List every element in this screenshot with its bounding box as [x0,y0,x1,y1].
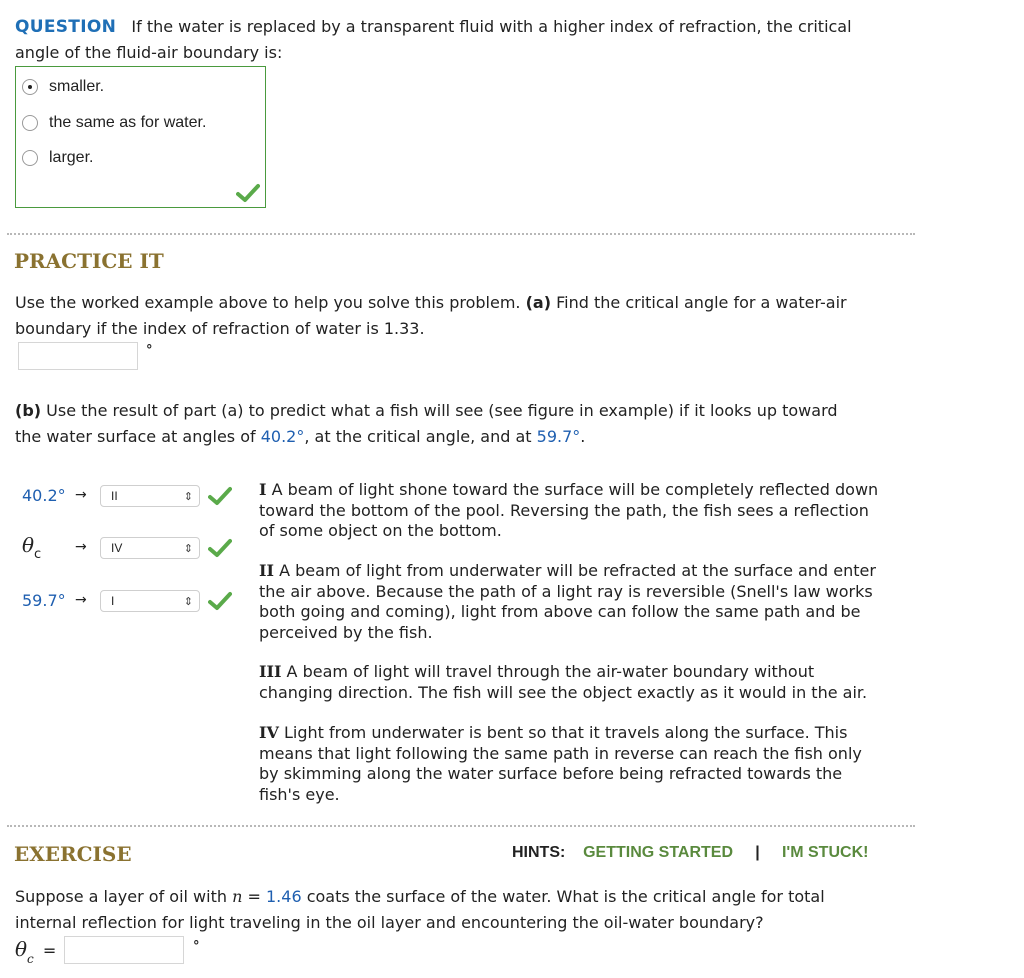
row3-selected-value: I [111,594,115,608]
description-III [259,662,909,703]
part-a-line1-post: Find the critical angle for a water-air [556,293,847,312]
choice-smaller[interactable] [22,74,104,100]
exercise-title: EXERCISE [14,842,132,866]
part-a-text [15,290,1005,342]
answer-label [15,937,57,966]
hints-bar [512,844,868,862]
n-equals: = [247,887,261,906]
part-a-unit: ° [146,343,153,358]
exercise-text [15,884,1005,936]
question-label: QUESTION [15,17,117,37]
description-num: IV [259,723,279,742]
description-line: A beam of light shone toward the surface will be completely reflected down [271,480,879,499]
answer-equals: = [42,941,57,960]
description-line: the air above. Because the path of a light ray is reversible (Snell's law works [259,581,873,601]
description-line: by skimming along the water surface before being refracted towards the [259,764,843,783]
description-line: fish's eye. [259,784,340,804]
description-line: perceived by the fish. [259,622,433,642]
radio-icon[interactable] [22,150,38,166]
correct-check-icon [208,591,232,611]
radio-icon[interactable] [22,115,38,131]
select-chevron-icon: ⇕ [183,490,193,503]
hint-im-stuck-link[interactable]: I'M STUCK! [781,844,869,861]
choice-larger[interactable] [22,145,93,171]
question-line2: angle of the fluid-air boundary is: [15,43,283,62]
part-b-angle1: 40.2° [260,427,305,446]
row3-arrow-icon: → [75,592,87,608]
description-line: Light from underwater is bent so that it travels along the surface. This [284,723,848,742]
part-b-line2-end: . [580,427,586,446]
part-b-text [15,398,1005,450]
part-b-tag: (b) [15,401,42,420]
description-num: I [259,480,267,499]
answer-theta-subscript: c [27,952,34,966]
exercise-line1-pre: Suppose a layer of oil with [15,887,227,906]
select-chevron-icon: ⇕ [183,595,193,608]
row1-label: 40.2° [22,486,66,505]
theta-symbol: θ [22,533,35,557]
description-line: of some object on the bottom. [259,521,502,540]
description-line: changing direction. The fish will see the object exactly as it would in the air. [259,682,868,702]
question-text [15,14,1005,66]
divider [7,825,915,827]
divider [7,233,915,235]
row3-label: 59.7° [22,591,66,610]
correct-check-icon [208,486,232,506]
hint-getting-started-link[interactable]: GETTING STARTED [583,844,734,861]
n-value: 1.46 [266,887,302,906]
part-b-line2-pre: the water surface at angles of [15,427,256,446]
description-line: means that light following the same path in reverse can reach the fish only [259,743,862,763]
exercise-line1-post: coats the surface of the water. What is the critical angle for total [306,887,825,906]
hint-separator: | [755,844,760,861]
practice-title: PRACTICE IT [14,249,164,273]
part-a-line1-pre: Use the worked example above to help you solve this problem. [15,293,521,312]
part-a-line2: boundary if the index of refraction of water is 1.33. [15,319,425,338]
description-line: A beam of light from underwater will be refracted at the surface and enter [279,561,876,580]
description-line: toward the bottom of the pool. Reversing the path, the fish sees a reflection [259,500,869,520]
description-num: III [259,662,282,681]
row2-arrow-icon: → [75,539,87,555]
row3-select[interactable] [100,590,200,612]
select-chevron-icon: ⇕ [183,542,193,555]
exercise-unit: ° [193,939,200,954]
part-b-line1: Use the result of part (a) to predict what a fish will see (see figure in example) if it looks up toward [46,401,838,420]
exercise-line2: internal reflection for light traveling in the oil layer and encountering the oil-water boundary? [15,913,764,932]
choice-label: the same as for water. [49,114,207,131]
row2-label [22,533,42,562]
description-line: A beam of light will travel through the air-water boundary without [286,662,815,681]
description-IV [259,723,909,805]
radio-selected-icon[interactable] [22,79,38,95]
n-symbol: n [232,887,243,906]
part-a-answer-input[interactable] [18,342,138,370]
part-b-line2-mid: , at the critical angle, and at [304,427,532,446]
description-line: both going and coming), light from above can follow the same path and be [259,602,861,621]
description-I [259,480,909,542]
description-II [259,561,909,643]
part-a-tag: (a) [525,293,552,312]
choice-same[interactable] [22,110,206,136]
theta-subscript: c [34,547,42,562]
row1-selected-value: II [111,489,118,503]
part-b-angle2: 59.7° [536,427,581,446]
correct-check-icon [208,538,232,558]
row2-select[interactable] [100,537,200,559]
row2-selected-value: IV [111,541,123,555]
description-num: II [259,561,274,580]
question-line1: If the water is replaced by a transparent fluid with a higher index of refraction, the critical [131,17,852,36]
choice-label: larger. [49,149,94,166]
answer-theta-symbol: θ [15,937,28,961]
row1-arrow-icon: → [75,487,87,503]
correct-check-icon [236,183,260,203]
row1-select[interactable] [100,485,200,507]
hints-label: HINTS: [512,844,566,861]
choice-label: smaller. [49,78,105,95]
exercise-answer-input[interactable] [64,936,184,964]
